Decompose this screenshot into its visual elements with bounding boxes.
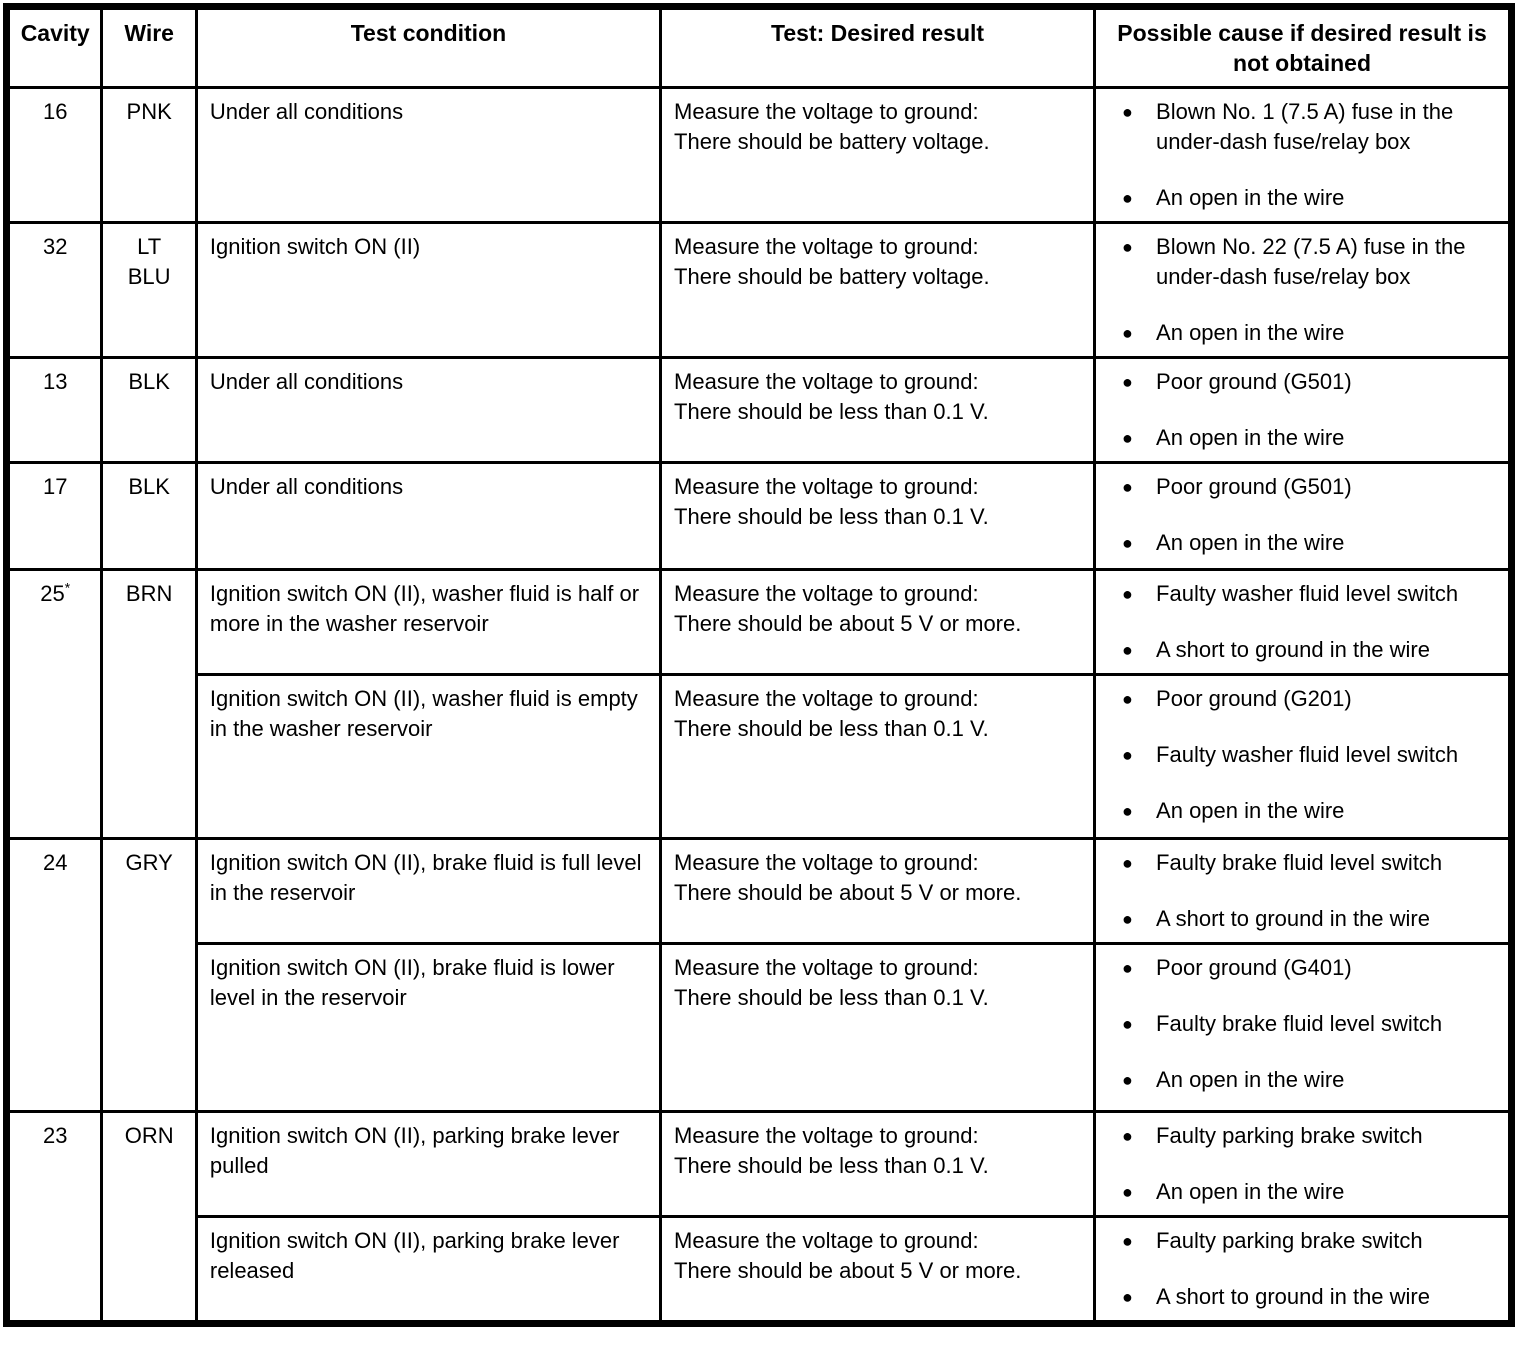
cause-item [1122, 423, 1502, 453]
test-condition-cell [196, 88, 660, 223]
cavity-note: * [64, 579, 71, 596]
cause-item [1122, 1282, 1502, 1312]
cause-item [1122, 740, 1502, 770]
bullet-icon: ● [1122, 745, 1133, 765]
table-row [7, 463, 1512, 570]
cavity-cell [7, 839, 102, 1112]
bullet-icon: ● [1122, 102, 1133, 122]
desired-result-cell [661, 944, 1095, 1112]
bullet-icon: ● [1122, 689, 1133, 709]
cause-item [1122, 97, 1502, 157]
causes-cell [1095, 944, 1512, 1112]
cause-text: Faulty washer fluid level switch [1156, 742, 1459, 767]
test-condition-text: Ignition switch ON (II), brake fluid is full level in the reservoir [209, 850, 642, 905]
result-line: There should be less than 0.1 V. [674, 985, 989, 1010]
causes-cell [1095, 1112, 1512, 1217]
bullet-icon: ● [1122, 801, 1133, 821]
bullet-icon: ● [1122, 1014, 1133, 1034]
result-line: There should be less than 0.1 V. [674, 504, 989, 529]
cavity-value: 25 [40, 581, 65, 606]
cause-item [1122, 1177, 1502, 1207]
cavity-cell [7, 358, 102, 463]
test-condition-cell [196, 1217, 660, 1324]
result-line: Measure the voltage to ground: [674, 369, 979, 394]
cause-item [1122, 579, 1502, 609]
test-condition-cell [196, 463, 660, 570]
cause-item [1122, 318, 1502, 348]
causes-cell [1095, 88, 1512, 223]
bullet-icon: ● [1122, 1182, 1133, 1202]
result-line: Measure the voltage to ground: [674, 955, 979, 980]
col-header-desired-result: Test: Desired result [661, 7, 1095, 88]
causes-cell [1095, 463, 1512, 570]
result-line: There should be about 5 V or more. [674, 1258, 1022, 1283]
cavity-cell [7, 223, 102, 358]
bullet-icon: ● [1122, 1070, 1133, 1090]
result-line: Measure the voltage to ground: [674, 474, 979, 499]
desired-result-cell [661, 463, 1095, 570]
bullet-icon: ● [1122, 428, 1133, 448]
cavity-cell [7, 463, 102, 570]
cavity-value: 16 [42, 99, 68, 124]
bullet-icon: ● [1122, 323, 1133, 343]
result-line: Measure the voltage to ground: [674, 581, 979, 606]
header-row [7, 7, 1512, 88]
bullet-icon: ● [1122, 1231, 1133, 1251]
wire-color: PNK [126, 99, 172, 124]
causes-cell [1095, 1217, 1512, 1324]
desired-result-cell [661, 675, 1095, 839]
wire-color: BLK [128, 369, 170, 394]
cause-text: Blown No. 22 (7.5 A) fuse in the under-dash fuse/relay box [1156, 234, 1466, 289]
cavity-value: 24 [42, 850, 68, 875]
wire-cell [102, 463, 196, 570]
bullet-icon: ● [1122, 1126, 1133, 1146]
test-condition-cell [196, 223, 660, 358]
cause-text: An open in the wire [1156, 320, 1345, 345]
result-line: There should be battery voltage. [674, 264, 990, 289]
cause-item [1122, 848, 1502, 878]
desired-result-cell [661, 223, 1095, 358]
cause-text: An open in the wire [1156, 1067, 1345, 1092]
test-condition-cell [196, 1112, 660, 1217]
result-line: There should be about 5 V or more. [674, 880, 1022, 905]
desired-result-cell [661, 88, 1095, 223]
bullet-icon: ● [1122, 853, 1133, 873]
col-header-test-condition: Test condition [196, 7, 660, 88]
cause-text: Poor ground (G501) [1156, 474, 1352, 499]
cause-text: Blown No. 1 (7.5 A) fuse in the under-dash fuse/relay box [1156, 99, 1454, 154]
cause-text: Faulty brake fluid level switch [1156, 850, 1443, 875]
cause-text: Poor ground (G201) [1156, 686, 1352, 711]
causes-cell [1095, 358, 1512, 463]
table-row [7, 223, 1512, 358]
bullet-icon: ● [1122, 1287, 1133, 1307]
cavity-cell [7, 88, 102, 223]
connector-test-table [3, 3, 1515, 1327]
cause-item [1122, 684, 1502, 714]
result-line: Measure the voltage to ground: [674, 686, 979, 711]
test-condition-text: Ignition switch ON (II), brake fluid is lower level in the reservoir [209, 955, 615, 1010]
result-line: There should be less than 0.1 V. [674, 716, 989, 741]
result-line: Measure the voltage to ground: [674, 1123, 979, 1148]
cavity-value: 32 [42, 234, 68, 259]
table-row [7, 88, 1512, 223]
causes-cell [1095, 570, 1512, 675]
test-condition-cell [196, 358, 660, 463]
result-line: There should be about 5 V or more. [674, 611, 1022, 636]
cause-text: A short to ground in the wire [1156, 906, 1430, 931]
wire-cell [102, 88, 196, 223]
table-subrow [7, 1217, 1512, 1324]
wire-color: GRY [125, 850, 173, 875]
wire-cell [102, 570, 196, 839]
result-line: There should be battery voltage. [674, 129, 990, 154]
result-line: Measure the voltage to ground: [674, 1228, 979, 1253]
bullet-icon: ● [1122, 477, 1133, 497]
col-header-wire: Wire [102, 7, 196, 88]
wire-color: BLK [128, 474, 170, 499]
cause-item [1122, 528, 1502, 558]
cause-item [1122, 472, 1502, 502]
table-row [7, 839, 1512, 944]
cause-text: Faulty brake fluid level switch [1156, 1011, 1443, 1036]
cause-item [1122, 1009, 1502, 1039]
table-row [7, 570, 1512, 675]
cause-item [1122, 1065, 1502, 1095]
table-row [7, 358, 1512, 463]
desired-result-cell [661, 570, 1095, 675]
cause-text: Faulty washer fluid level switch [1156, 581, 1459, 606]
cavity-value: 13 [42, 369, 68, 394]
test-condition-text: Under all conditions [209, 369, 404, 394]
result-line: Measure the voltage to ground: [674, 99, 979, 124]
bullet-icon: ● [1122, 188, 1133, 208]
result-line: Measure the voltage to ground: [674, 234, 979, 259]
cause-item [1122, 367, 1502, 397]
cause-text: An open in the wire [1156, 185, 1345, 210]
causes-cell [1095, 223, 1512, 358]
cause-item [1122, 796, 1502, 826]
cavity-value: 17 [42, 474, 68, 499]
cause-item [1122, 1121, 1502, 1151]
test-condition-cell [196, 570, 660, 675]
wire-cell [102, 839, 196, 1112]
result-line: There should be less than 0.1 V. [674, 399, 989, 424]
desired-result-cell [661, 1217, 1095, 1324]
table-subrow [7, 944, 1512, 1112]
cause-text: Poor ground (G501) [1156, 369, 1352, 394]
test-condition-text: Under all conditions [209, 474, 404, 499]
wire-color: LT BLU [127, 234, 171, 289]
causes-cell [1095, 839, 1512, 944]
wire-cell [102, 223, 196, 358]
test-condition-cell [196, 839, 660, 944]
cause-item [1122, 904, 1502, 934]
result-line: There should be less than 0.1 V. [674, 1153, 989, 1178]
cavity-cell [7, 570, 102, 839]
bullet-icon: ● [1122, 909, 1133, 929]
test-condition-text: Ignition switch ON (II), washer fluid is empty in the washer reservoir [209, 686, 638, 741]
cause-text: A short to ground in the wire [1156, 637, 1430, 662]
test-condition-cell [196, 944, 660, 1112]
wire-cell [102, 1112, 196, 1324]
col-header-possible-cause: Possible cause if desired result is not obtained [1095, 7, 1512, 88]
wire-color: ORN [124, 1123, 174, 1148]
table-subrow [7, 675, 1512, 839]
test-condition-text: Ignition switch ON (II), parking brake lever released [209, 1228, 620, 1283]
cause-text: Faulty parking brake switch [1156, 1123, 1423, 1148]
cause-text: Poor ground (G401) [1156, 955, 1352, 980]
cause-text: An open in the wire [1156, 1179, 1345, 1204]
bullet-icon: ● [1122, 533, 1133, 553]
result-line: Measure the voltage to ground: [674, 850, 979, 875]
test-condition-text: Under all conditions [209, 99, 404, 124]
test-condition-cell [196, 675, 660, 839]
bullet-icon: ● [1122, 372, 1133, 392]
cause-item [1122, 953, 1502, 983]
desired-result-cell [661, 1112, 1095, 1217]
col-header-cavity: Cavity [7, 7, 102, 88]
cause-item [1122, 232, 1502, 292]
cause-text: A short to ground in the wire [1156, 1284, 1430, 1309]
cause-text: An open in the wire [1156, 425, 1345, 450]
cavity-value: 23 [42, 1123, 68, 1148]
bullet-icon: ● [1122, 640, 1133, 660]
bullet-icon: ● [1122, 958, 1133, 978]
test-condition-text: Ignition switch ON (II), washer fluid is half or more in the washer reservoir [209, 581, 640, 636]
test-condition-text: Ignition switch ON (II), parking brake lever pulled [209, 1123, 620, 1178]
table-row [7, 1112, 1512, 1217]
cause-item [1122, 635, 1502, 665]
desired-result-cell [661, 839, 1095, 944]
bullet-icon: ● [1122, 237, 1133, 257]
cause-text: An open in the wire [1156, 530, 1345, 555]
wire-cell [102, 358, 196, 463]
cause-item [1122, 1226, 1502, 1256]
cause-item [1122, 183, 1502, 213]
cause-text: Faulty parking brake switch [1156, 1228, 1423, 1253]
test-condition-text: Ignition switch ON (II) [209, 234, 421, 259]
wire-color: BRN [125, 581, 173, 606]
desired-result-cell [661, 358, 1095, 463]
cavity-cell [7, 1112, 102, 1324]
causes-cell [1095, 675, 1512, 839]
bullet-icon: ● [1122, 584, 1133, 604]
cause-text: An open in the wire [1156, 798, 1345, 823]
